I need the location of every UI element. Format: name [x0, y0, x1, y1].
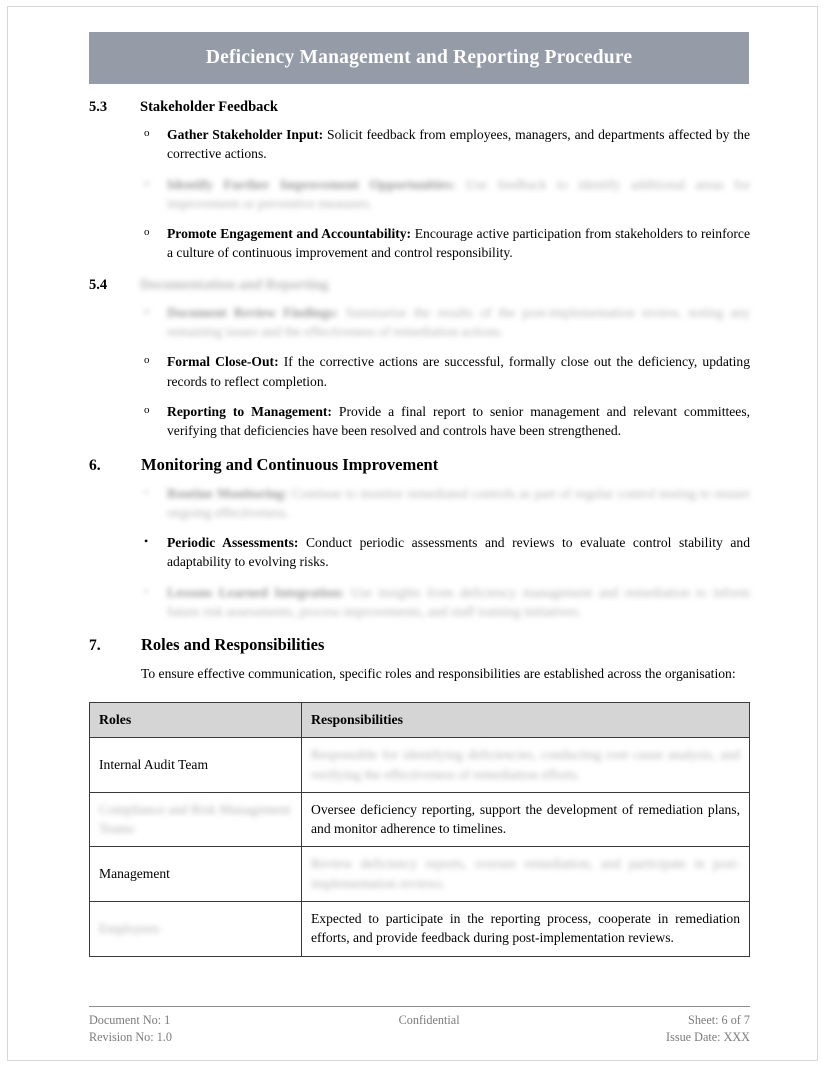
- hollow-bullet-icon: o: [144, 354, 150, 367]
- cell-responsibility: Oversee deficiency reporting, support the development of remediation plans, and monitor adherence to timelines.: [302, 792, 750, 847]
- cell-role: Management: [90, 847, 302, 902]
- hollow-bullet-icon: o: [144, 403, 150, 416]
- section-6: [89, 455, 750, 622]
- section-title: Documentation and Reporting: [140, 276, 329, 293]
- section-number: 5.3: [89, 99, 108, 115]
- bullet-list: [89, 484, 750, 622]
- list-item: [89, 484, 750, 523]
- list-item-lead-in: Reporting to Management:: [167, 403, 332, 419]
- list-item-text: Continue to monitor remediated controls as part of regular control testing to ensure ongoing effectiveness.: [167, 485, 750, 520]
- section-7: [89, 635, 750, 683]
- footer-revision-no: Revision No: 1.0: [89, 1029, 172, 1044]
- section-intro-paragraph: To ensure effective communication, specific roles and responsibilities are established across the organisation:: [141, 666, 736, 682]
- list-item: [89, 125, 750, 164]
- list-item: [89, 352, 750, 391]
- hollow-bullet-icon: o: [144, 176, 150, 189]
- filled-bullet-icon: •: [144, 534, 149, 549]
- cell-responsibility: Responsible for identifying deficiencies, conducting root cause analysis, and verifying the effectiveness of remediation efforts.: [302, 738, 750, 793]
- list-item-text: Summarise the results of the post-implementation review, noting any remaining issues and the effectiveness of remediation actions.: [167, 304, 750, 340]
- list-item-lead-in: Promote Engagement and Accountability:: [167, 226, 412, 242]
- list-item: [89, 175, 750, 214]
- list-item-lead-in: Gather Stakeholder Input:: [167, 127, 324, 142]
- section-title: Monitoring and Continuous Improvement: [141, 454, 439, 474]
- section-title: Stakeholder Feedback: [140, 99, 278, 115]
- section-number: 6.: [89, 456, 101, 474]
- table-head: [90, 702, 750, 738]
- list-item-lead-in: Routine Monitoring:: [167, 485, 288, 501]
- list-item-text: Conduct periodic assessments and reviews to evaluate control stability and adaptability to evolving risks.: [167, 535, 750, 570]
- hollow-bullet-icon: o: [144, 226, 150, 239]
- column-header-roles: Roles: [90, 702, 302, 738]
- page-title: Deficiency Management and Reporting Procedure: [205, 47, 633, 68]
- list-item: [89, 402, 750, 441]
- roles-responsibilities-table-wrapper: [89, 702, 750, 957]
- list-item: [89, 533, 750, 572]
- filled-bullet-icon: •: [144, 484, 149, 499]
- cell-responsibility: Review deficiency reports, oversee remediation, and participate in post-implementation reviews.: [302, 847, 750, 902]
- table-row: [90, 792, 750, 847]
- page-footer: [89, 1006, 750, 1046]
- table-row: [90, 902, 750, 957]
- list-item-lead-in: Lessons Learned Integration:: [167, 584, 345, 600]
- section-title: Roles and Responsibilities: [141, 635, 325, 655]
- list-item-text: Use feedback to identify additional areas for improvement or preventive measures.: [167, 176, 750, 211]
- hollow-bullet-icon: o: [144, 304, 150, 317]
- document-title-banner: [89, 32, 749, 84]
- table-row: [90, 847, 750, 902]
- list-item-text: Solicit feedback from employees, managers, and departments affected by the corrective actions.: [167, 127, 750, 162]
- list-item-lead-in: Identify Further Improvement Opportunities:: [167, 176, 456, 192]
- section-heading: [89, 635, 750, 655]
- footer-line-2: [89, 1029, 750, 1046]
- list-item: [89, 303, 750, 342]
- bullet-list: [89, 125, 750, 263]
- cell-role: Internal Audit Team: [90, 738, 302, 793]
- document-body: [89, 99, 750, 957]
- list-item-text: Encourage active participation from stakeholders to reinforce a culture of continuous improvement and control responsibility.: [167, 226, 750, 261]
- footer-sheet-number: Sheet: 6 of 7: [688, 1013, 750, 1027]
- footer-classification: Confidential: [398, 1013, 460, 1027]
- section-number: 5.4: [89, 276, 108, 293]
- list-item: [89, 224, 750, 263]
- filled-bullet-icon: •: [144, 583, 149, 598]
- list-item-lead-in: Formal Close-Out:: [167, 354, 279, 370]
- list-item-text: Provide a final report to senior management and relevant committees, verifying that deficiencies have been resolved and controls have been strengthened.: [167, 403, 751, 439]
- roles-responsibilities-table: [89, 702, 750, 957]
- sections-container: [89, 99, 750, 684]
- list-item: [89, 583, 750, 622]
- section-heading: [89, 277, 750, 294]
- cell-responsibility: Expected to participate in the reporting process, cooperate in remediation efforts, and provide feedback during post-implementation reviews.: [302, 902, 750, 957]
- table-header-row: [90, 702, 750, 738]
- section-heading: [89, 99, 750, 116]
- footer-line-1: [89, 1012, 750, 1029]
- list-item-text: Use insights from deficiency management and remediation to inform future risk assessments, process improvements, and staff training initiatives.: [167, 584, 750, 620]
- footer-document-no: Document No: 1: [89, 1013, 171, 1027]
- section-number: 7.: [89, 637, 101, 655]
- hollow-bullet-icon: o: [144, 127, 150, 139]
- section-heading: [89, 455, 750, 475]
- table-row: [90, 738, 750, 793]
- cell-role: Employees: [90, 902, 302, 957]
- cell-role: Compliance and Risk Management Teams: [90, 792, 302, 847]
- footer-issue-date: Issue Date: XXX: [666, 1029, 750, 1044]
- bullet-list: [89, 303, 750, 441]
- list-item-text: If the corrective actions are successful, formally close out the deficiency, updating records to reflect completion.: [167, 354, 751, 389]
- list-item-lead-in: Periodic Assessments:: [167, 535, 299, 551]
- section-5-4: [89, 277, 750, 441]
- column-header-responsibilities: Responsibilities: [302, 702, 750, 738]
- list-item-lead-in: Document Review Findings:: [167, 304, 339, 320]
- section-5-3: [89, 99, 750, 263]
- table-body: [90, 738, 750, 956]
